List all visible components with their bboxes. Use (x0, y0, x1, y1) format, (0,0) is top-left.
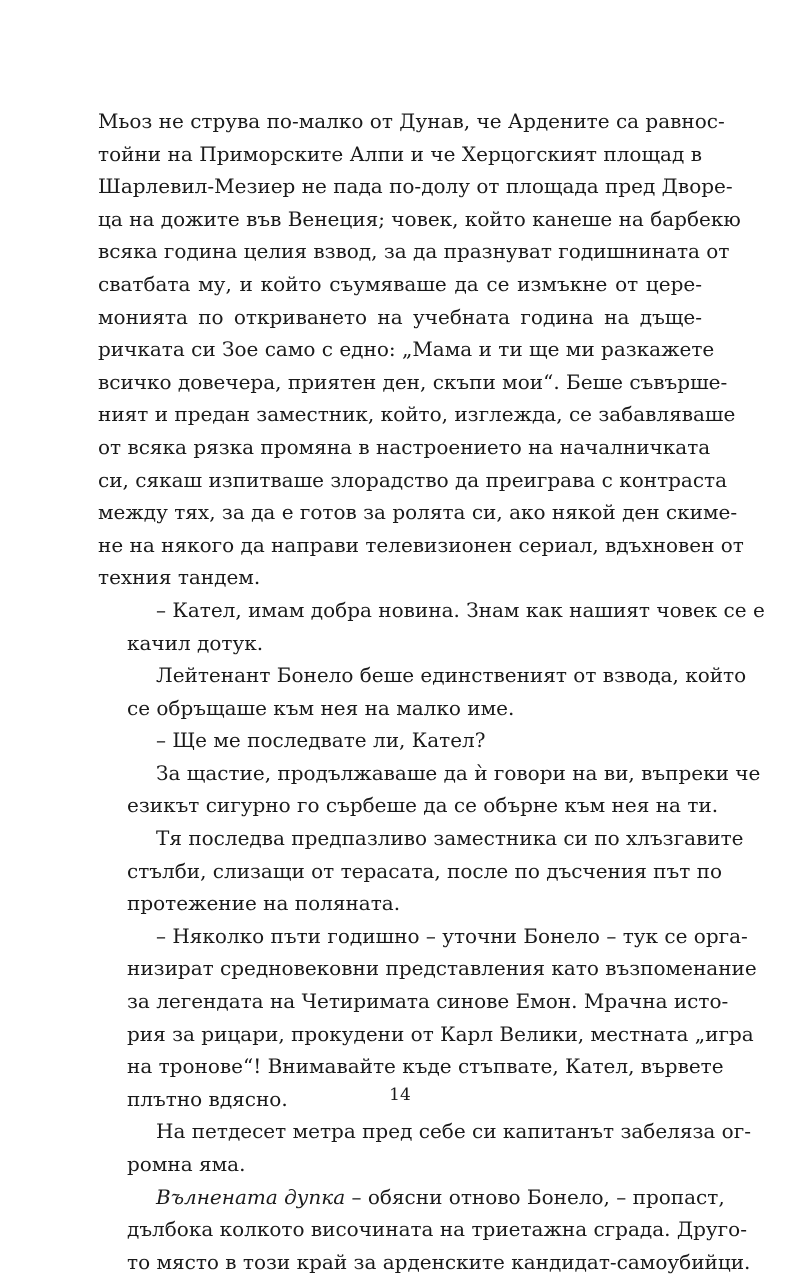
text-segment: – обясни отново Бонело, – пропаст, (345, 1184, 725, 1209)
paragraph (98, 105, 744, 594)
paragraph (98, 659, 747, 724)
text-line: всяка година целия взвод, за да празнуват годишнината от (98, 239, 730, 264)
text-line: – Ще ме последвате ли, Кател? (156, 728, 486, 753)
text-line: се обръщаше към нея на малко име. (127, 695, 515, 720)
text-line: низират средновековни представления като възпоменание (127, 956, 757, 981)
text-line: тойни на Приморските Алпи и че Херцогският площад в (98, 141, 702, 166)
italic-term: Вълнената дупка (156, 1184, 346, 1209)
text-line: Шарлевил-Мезиер не пада по-долу от площада пред Двоpe- (98, 174, 733, 199)
paragraph (98, 1181, 751, 1278)
text-line: между тях, за да е готов за ролята си, ако някой ден скиме- (98, 500, 738, 525)
paragraph (98, 1115, 751, 1180)
text-line: ромна яма. (127, 1152, 246, 1176)
text-line: качил дотук. (127, 630, 264, 655)
text-line: монията по откриването на учебната година на дъще- (98, 304, 702, 329)
text-line: Мьоз не струва по-малко от Дунав, че Ардените са равнос- (98, 109, 725, 133)
paragraph (98, 724, 702, 757)
text-line: за легендата на Четиримата синове Емон. Мрачна исто- (127, 989, 729, 1014)
text-line: Лейтенант Бонело беше единственият от взвода, който (156, 663, 747, 688)
text-line: всичко довечера, приятен ден, скъпи мои“. Беше съвърше- (98, 369, 728, 394)
text-line: Тя последва предпазливо заместника си по хлъзгавите (156, 826, 744, 851)
text-line: протежение на поляната. (127, 891, 401, 916)
text-line: – Кател, имам добра новина. Знам как нашият човек се е (156, 597, 765, 622)
text-line: дълбока колкото височината на триетажна сграда. Друго- (127, 1217, 747, 1242)
paragraph (98, 822, 744, 920)
text-line: езикът сигурно го сърбеше да се обърне към нея на ти. (127, 793, 719, 818)
text-line: ричката си Зое само с едно: „Мама и ти ще ми разкажете (98, 337, 715, 362)
text-line: техния тандем. (98, 565, 261, 590)
text-line: то място в този край за арденските кандидат-самоубийци. (127, 1249, 751, 1274)
text-line: На петдесет метра пред себе си капитанът забеляза ог- (156, 1119, 751, 1144)
text-line: плътно вдясно. (127, 1086, 288, 1111)
text-line: от всяка рязка промяна в настроението на началничката (98, 434, 711, 459)
text-line: на тронове“! Внимавайте къде стъпвате, Кател, вървете (127, 1054, 724, 1079)
text-line: За щастие, продължаваше да ѝ говори на ви, въпреки че (156, 760, 761, 785)
text-line: ният и предан заместник, който, изглежда, се забавляваше (98, 402, 736, 427)
text-line: си, сякаш изпитваше злорадство да преиграва с контраста (98, 467, 728, 492)
text-line: сватбата му, и който съумяваше да се измъкне от цере- (98, 271, 702, 296)
text-line: ца на дожите във Венеция; човек, който канеше на барбекю (98, 206, 741, 231)
text-line (98, 1181, 725, 1214)
paragraph (98, 757, 761, 822)
page-number: 14 (389, 1085, 411, 1105)
text-line: рия за рицари, прокудени от Карл Велики, местната „игра (127, 1021, 754, 1046)
text-line: стълби, слизащи от терасата, после по дъсчения път по (127, 858, 723, 883)
text-line: не на някого да направи телевизионен сериал, вдъхновен от (98, 532, 744, 557)
text-line: – Няколко пъти годишно – уточни Бонело – тук се орга- (156, 923, 748, 948)
paragraph (98, 594, 765, 659)
